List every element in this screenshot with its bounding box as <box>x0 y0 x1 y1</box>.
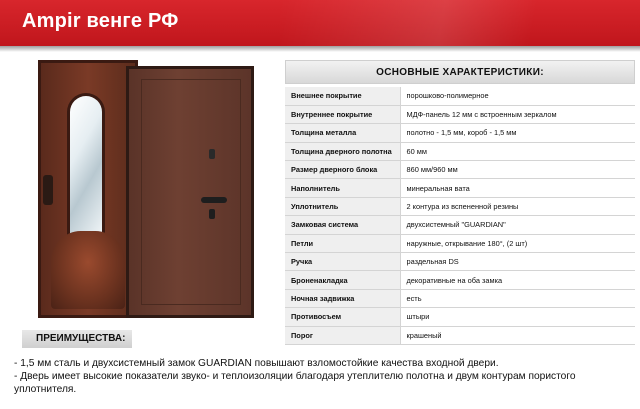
door-mdf-carving <box>51 231 125 309</box>
spec-key: Толщина металла <box>285 124 400 142</box>
advantage-line: - 1,5 мм сталь и двухсистемный замок GUARDIAN повышают взломостойкие качества входной двери. <box>14 358 499 369</box>
door-inner-side <box>38 60 138 318</box>
spec-value: минеральная вата <box>400 179 635 197</box>
door-mirror <box>67 93 105 243</box>
door-illustration <box>30 60 258 322</box>
spec-row <box>285 271 635 289</box>
spec-value: двухсистемный "GUARDIAN" <box>400 216 635 234</box>
spec-row <box>285 124 635 142</box>
spec-row <box>285 216 635 234</box>
door-outer-panel <box>141 79 241 305</box>
spec-row <box>285 326 635 344</box>
spec-value: 60 мм <box>400 142 635 160</box>
spec-row <box>285 161 635 179</box>
header-banner <box>0 0 640 46</box>
spec-key: Размер дверного блока <box>285 161 400 179</box>
spec-key: Наполнитель <box>285 179 400 197</box>
spec-value: 860 мм/960 мм <box>400 161 635 179</box>
spec-value: порошково-полимерное <box>400 87 635 105</box>
spec-row <box>285 197 635 215</box>
banner-shadow <box>0 46 640 52</box>
spec-value: полотно - 1,5 мм, короб - 1,5 мм <box>400 124 635 142</box>
spec-value: декоративные на оба замка <box>400 271 635 289</box>
door-outer-side <box>126 66 254 318</box>
advantage-line: - Дверь имеет высокие показатели звуко- и теплоизоляции благодаря утеплителю полотна и двум контурам пористого уплотнителя. <box>14 371 576 395</box>
spec-key: Порог <box>285 326 400 344</box>
spec-key: Броненакладка <box>285 271 400 289</box>
spec-value: раздельная DS <box>400 253 635 271</box>
inner-handle-icon <box>43 175 53 205</box>
spec-row <box>285 105 635 123</box>
spec-value: МДФ-панель 12 мм с встроенным зеркалом <box>400 105 635 123</box>
spec-row <box>285 253 635 271</box>
spec-key: Ручка <box>285 253 400 271</box>
advantages-label: ПРЕИМУЩЕСТВА: <box>22 330 132 348</box>
spec-key: Толщина дверного полотна <box>285 142 400 160</box>
spec-row <box>285 142 635 160</box>
spec-row <box>285 234 635 252</box>
spec-value: 2 контура из вспененной резины <box>400 197 635 215</box>
spec-key: Противосъем <box>285 308 400 326</box>
spec-key: Внутреннее покрытие <box>285 105 400 123</box>
spec-value: наружные, открывание 180°, (2 шт) <box>400 234 635 252</box>
spec-row <box>285 289 635 307</box>
lower-lock-icon <box>209 209 215 219</box>
spec-key: Ночная задвижка <box>285 289 400 307</box>
spec-key: Петли <box>285 234 400 252</box>
spec-row <box>285 179 635 197</box>
spec-value: есть <box>400 289 635 307</box>
spec-row <box>285 308 635 326</box>
spec-value: штыри <box>400 308 635 326</box>
specs-table-body <box>285 87 635 344</box>
banner-decoration <box>280 0 640 46</box>
advantages-text <box>14 357 634 396</box>
spec-key: Замковая система <box>285 216 400 234</box>
specs-title: ОСНОВНЫЕ ХАРАКТЕРИСТИКИ: <box>285 60 635 84</box>
upper-lock-icon <box>209 149 215 159</box>
spec-key: Внешнее покрытие <box>285 87 400 105</box>
specs-section <box>285 60 635 345</box>
spec-row <box>285 87 635 105</box>
specs-table <box>285 87 635 345</box>
spec-key: Уплотнитель <box>285 197 400 215</box>
spec-value: крашеный <box>400 326 635 344</box>
outer-handle-icon <box>201 197 227 203</box>
product-title: Ampir венге РФ <box>22 10 179 32</box>
